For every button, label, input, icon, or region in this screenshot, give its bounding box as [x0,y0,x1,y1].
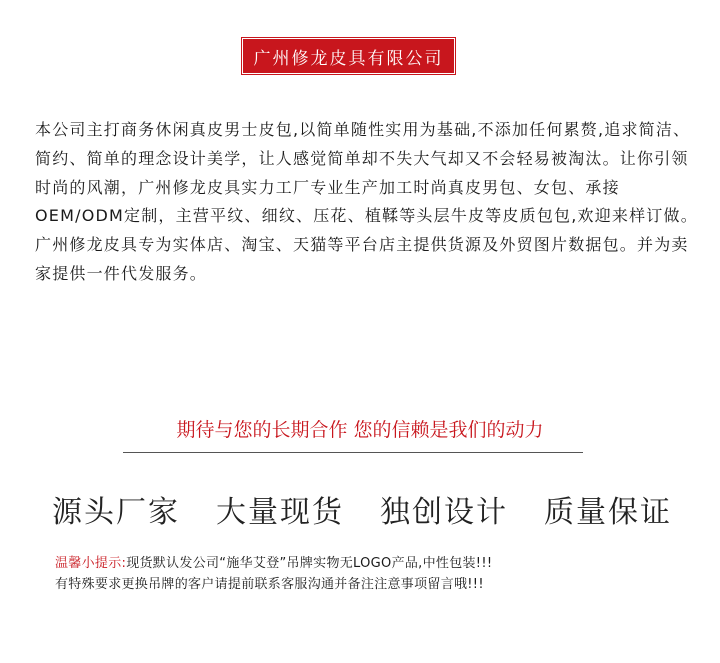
company-intro-paragraph: 本公司主打商务休闲真皮男士皮包,以简单随性实用为基础,不添加任何累赘,追求简洁、简约、简单的理念设计美学，让人感觉简单却不失大气却又不会轻易被淘汰。让你引领时尚的风潮，广州修龙皮具实力工厂专业生产加工时尚真皮男包、女包、承接OEM/ODM定制，主营平纹、细纹、压花、植鞣等头层牛皮等皮质包包,欢迎来样订做。广州修龙皮具专为实体店、淘宝、天猫等平台店主提供货源及外贸图片数据包。并为卖家提供一件代发服务。 [35,120,698,283]
feature-large-stock: 大量现货 [216,495,344,530]
notice-line-1 [55,553,695,574]
feature-quality-assurance: 质量保证 [544,495,672,530]
notice-block [55,553,695,595]
slogan-divider [123,452,583,453]
feature-original-design: 独创设计 [380,495,508,530]
notice-line-2: 有特殊要求更换吊牌的客户请提前联系客服沟通并备注注意事项留言哦!!! [55,577,484,592]
features-row [52,487,672,531]
notice-label: 温馨小提示: [55,556,127,571]
company-title: 广州修龙皮具有限公司 [253,48,444,69]
company-title-banner [241,37,456,75]
feature-source-factory: 源头厂家 [52,495,180,530]
notice-text-1: 现货默认发公司“施华艾登”吊牌实物无LOGO产品,中性包装!!! [126,556,493,571]
slogan: 期待与您的长期合作 您的信赖是我们的动力 [176,419,544,441]
